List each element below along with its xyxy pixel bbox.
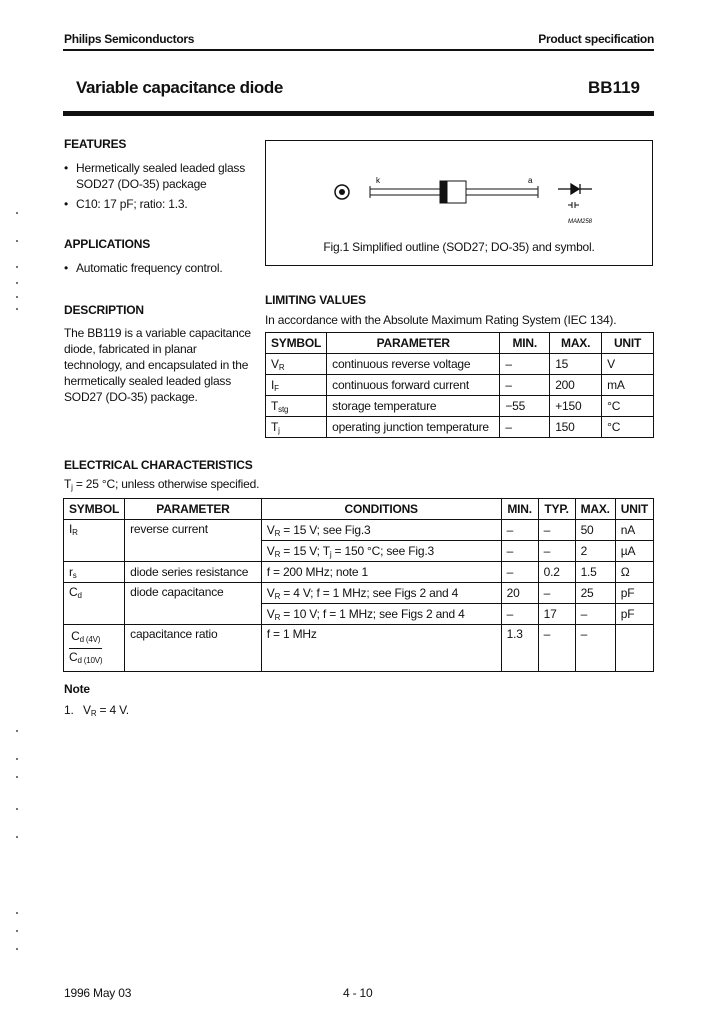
margin-mark xyxy=(16,212,18,214)
margin-mark xyxy=(16,240,18,242)
document-type: Product specification xyxy=(538,32,654,46)
limiting-values-table xyxy=(265,332,654,438)
margin-mark xyxy=(16,266,18,268)
unit-cell: Ω xyxy=(615,562,653,583)
parameter-cell: storage temperature xyxy=(327,396,500,417)
figure-caption: Fig.1 Simplified outline (SOD27; DO-35) and symbol. xyxy=(323,240,595,254)
typ-cell: – xyxy=(538,541,575,562)
table-row xyxy=(266,417,654,438)
column-header: SYMBOL xyxy=(266,333,327,354)
symbol-cell xyxy=(64,625,125,672)
limiting-heading: LIMITING VALUES xyxy=(265,293,366,307)
margin-mark xyxy=(16,776,18,778)
column-header: MAX. xyxy=(550,333,602,354)
margin-mark xyxy=(16,296,18,298)
table-row xyxy=(266,354,654,375)
parameter-cell: operating junction temperature xyxy=(327,417,500,438)
typ-cell: 17 xyxy=(538,604,575,625)
figure-box xyxy=(265,140,653,266)
symbol-cell: $r_s$ xyxy=(64,562,125,583)
margin-mark xyxy=(16,308,18,310)
min-cell: – xyxy=(500,417,550,438)
unit-cell: nA xyxy=(615,520,653,541)
capacitance-ratio-fraction: $\frac{C_{d (4V)}}{C_{d (10V)}}$ xyxy=(69,628,103,665)
electrical-subtitle: $T_j = 25$ °C; unless otherwise specified. xyxy=(64,477,260,492)
company-name: Philips Semiconductors xyxy=(64,32,195,46)
column-header: UNIT xyxy=(615,499,653,520)
max-cell: 200 xyxy=(550,375,602,396)
column-header: PARAMETER xyxy=(125,499,262,520)
diode-outline-figure xyxy=(266,141,652,237)
conditions-cell: $V_R = 4$ V; f = 1 MHz; see Figs 2 and 4 xyxy=(261,583,501,604)
page-title: Variable capacitance diode xyxy=(76,78,283,97)
margin-mark xyxy=(16,948,18,950)
unit-cell: V xyxy=(602,354,654,375)
parameter-cell: reverse current xyxy=(125,520,262,562)
features-list xyxy=(64,160,254,216)
unit-cell: mA xyxy=(602,375,654,396)
conditions-cell: f = 1 MHz xyxy=(261,625,501,672)
symbol-cell: $T_{stg}$ xyxy=(266,396,327,417)
max-cell: – xyxy=(575,625,615,672)
list-item: • Hermetically sealed leaded glass SOD27 (DO-35) package xyxy=(64,160,254,192)
symbol-cell: $C_d$ xyxy=(64,583,125,625)
min-cell: 1.3 xyxy=(501,625,538,672)
description-heading: DESCRIPTION xyxy=(64,303,144,317)
symbol-cell: $T_j$ xyxy=(266,417,327,438)
column-header: PARAMETER xyxy=(327,333,500,354)
max-cell: 150 xyxy=(550,417,602,438)
table-row xyxy=(64,562,654,583)
column-header: MAX. xyxy=(575,499,615,520)
min-cell: – xyxy=(500,375,550,396)
min-cell: – xyxy=(501,562,538,583)
typ-cell: – xyxy=(538,583,575,604)
parameter-cell: diode series resistance xyxy=(125,562,262,583)
part-number: BB119 xyxy=(588,78,640,97)
unit-cell: pF xyxy=(615,583,653,604)
margin-mark xyxy=(16,912,18,914)
symbol-cell: $V_R$ xyxy=(266,354,327,375)
min-cell: – xyxy=(501,541,538,562)
description-text: The BB119 is a variable capacitance diode, fabricated in planar technology, and encapsulated in the hermetically sealed leaded glass SOD27 (DO-35) package. xyxy=(64,326,251,404)
parameter-cell: diode capacitance xyxy=(125,583,262,625)
unit-cell: °C xyxy=(602,417,654,438)
max-cell: 50 xyxy=(575,520,615,541)
max-cell: 15 xyxy=(550,354,602,375)
table-header-row xyxy=(266,333,654,354)
applications-heading: APPLICATIONS xyxy=(64,237,151,251)
column-header: MIN. xyxy=(500,333,550,354)
anode-label: a xyxy=(528,176,533,185)
electrical-heading: ELECTRICAL CHARACTERISTICS xyxy=(64,458,253,472)
table-row xyxy=(266,396,654,417)
figure-code: MAM258 xyxy=(568,219,593,225)
diode-body-drawing xyxy=(370,181,538,203)
min-cell: 20 xyxy=(501,583,538,604)
list-item: • Automatic frequency control. xyxy=(64,260,254,276)
unit-cell: µA xyxy=(615,541,653,562)
applications-list xyxy=(64,260,254,280)
margin-mark xyxy=(16,808,18,810)
cathode-label: k xyxy=(376,176,380,185)
margin-mark xyxy=(16,836,18,838)
max-cell: 25 xyxy=(575,583,615,604)
max-cell: – xyxy=(575,604,615,625)
symbol-cell: $I_F$ xyxy=(266,375,327,396)
title-rule xyxy=(63,111,654,116)
table-header-row xyxy=(64,499,654,520)
margin-mark xyxy=(16,282,18,284)
typ-cell: – xyxy=(538,625,575,672)
diode-symbol-icon xyxy=(558,184,592,208)
table-row xyxy=(64,625,654,672)
margin-mark xyxy=(16,730,18,732)
header-rule xyxy=(63,49,654,51)
min-cell: −55 xyxy=(500,396,550,417)
conditions-cell: $V_R = 15$ V; $T_j = 150$ °C; see Fig.3 xyxy=(261,541,501,562)
footer-date: 1996 May 03 xyxy=(64,986,132,1000)
max-cell: 2 xyxy=(575,541,615,562)
parameter-cell: capacitance ratio xyxy=(125,625,262,672)
table-row xyxy=(266,375,654,396)
note-item: 1. $V_R = 4$ V. xyxy=(64,703,129,718)
electrical-characteristics-table xyxy=(63,498,654,672)
typ-cell: – xyxy=(538,520,575,541)
margin-mark xyxy=(16,758,18,760)
note-heading: Note xyxy=(64,682,90,696)
min-cell: – xyxy=(500,354,550,375)
end-view-icon xyxy=(335,185,349,199)
max-cell: +150 xyxy=(550,396,602,417)
min-cell: – xyxy=(501,520,538,541)
table-row xyxy=(64,583,654,604)
symbol-cell: $I_R$ xyxy=(64,520,125,562)
column-header: SYMBOL xyxy=(64,499,125,520)
max-cell: 1.5 xyxy=(575,562,615,583)
parameter-cell: continuous reverse voltage xyxy=(327,354,500,375)
conditions-cell: f = 200 MHz; note 1 xyxy=(261,562,501,583)
limiting-subtitle: In accordance with the Absolute Maximum Rating System (IEC 134). xyxy=(265,313,617,327)
column-header: MIN. xyxy=(501,499,538,520)
conditions-cell: $V_R = 10$ V; f = 1 MHz; see Figs 2 and 4 xyxy=(261,604,501,625)
column-header: TYP. xyxy=(538,499,575,520)
margin-mark xyxy=(16,930,18,932)
column-header: CONDITIONS xyxy=(261,499,501,520)
unit-cell xyxy=(615,625,653,672)
table-row xyxy=(64,520,654,541)
unit-cell: pF xyxy=(615,604,653,625)
parameter-cell: continuous forward current xyxy=(327,375,500,396)
unit-cell: °C xyxy=(602,396,654,417)
page-number: 4 - 10 xyxy=(343,986,373,1000)
min-cell: – xyxy=(501,604,538,625)
typ-cell: 0.2 xyxy=(538,562,575,583)
column-header: UNIT xyxy=(602,333,654,354)
conditions-cell: $V_R = 15$ V; see Fig.3 xyxy=(261,520,501,541)
features-heading: FEATURES xyxy=(64,137,127,151)
list-item: • C10: 17 pF; ratio: 1.3. xyxy=(64,196,254,212)
